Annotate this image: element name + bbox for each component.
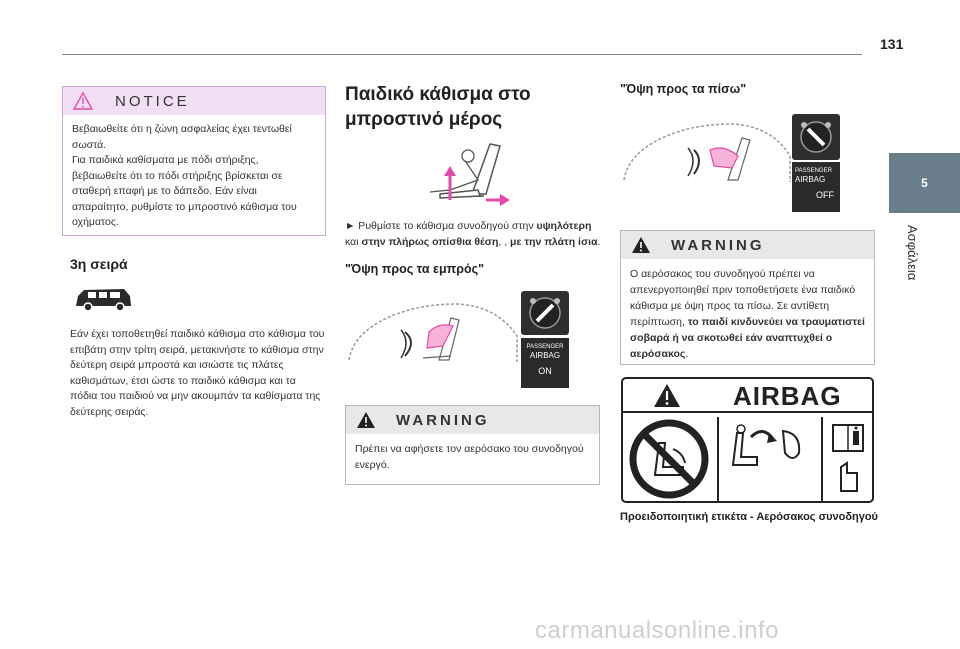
notice-box xyxy=(62,86,326,236)
warning-title: WARNING xyxy=(396,411,490,429)
notice-header xyxy=(63,87,325,115)
off-label-state: OFF xyxy=(816,190,834,200)
on-label-state: ON xyxy=(538,366,552,376)
airbag-deployment-icon xyxy=(727,423,811,469)
airbag-key-switch-icon xyxy=(527,295,563,331)
passenger-airbag-off-label xyxy=(792,162,840,212)
no-rear-facing-seat-icon xyxy=(629,419,709,499)
watermark: carmanualsonline.info xyxy=(535,617,779,644)
car-forward-facing-illustration xyxy=(347,296,519,366)
warning-text-2: Ο αερόσακος του συνοδηγού πρέπει να απενεργοποιηθεί πριν τοποθετήσετε ένα παιδικό κάθισμα με όψη προς τα πίσω. Σε αντίθετη περίπτωση, το παιδί κινδυνεύει να τραυματιστεί σοβαρά ή να σκοτωθεί εάν αναπτυχθεί ο αερόσακος. xyxy=(630,268,865,360)
on-label-line2: AIRBAG xyxy=(529,351,561,360)
chapter-tab[interactable]: 5 xyxy=(889,153,960,213)
airbag-warning-label xyxy=(621,377,874,503)
rear-facing-heading: "Όψη προς τα πίσω" xyxy=(620,82,747,96)
airbag-switch-on xyxy=(521,291,569,335)
warning-header xyxy=(346,406,599,434)
third-row-heading: 3η σειρά xyxy=(70,256,128,272)
passenger-airbag-on-label xyxy=(521,338,569,388)
off-label-line2: AIRBAG xyxy=(795,175,826,184)
chapter-label: Ασφάλεια xyxy=(905,225,920,281)
airbag-label-title: AIRBAG xyxy=(733,381,842,411)
warning-triangle-icon xyxy=(356,411,376,429)
warning-box-airbag-off xyxy=(620,230,875,365)
warning-box-airbag-active xyxy=(345,405,600,485)
airbag-key-switch-off-icon xyxy=(798,119,834,155)
seat-adjust-icon xyxy=(420,138,510,204)
airbag-label-header xyxy=(623,379,872,413)
warning-triangle-icon xyxy=(653,383,681,408)
airbag-label-caption: Προειδοποιητική ετικέτα - Αερόσακος συνοδηγού xyxy=(620,511,878,523)
notice-text: Βεβαιωθείτε ότι η ζώνη ασφαλείας έχει τεντωθεί σωστά. Για παιδικά καθίσματα με πόδι στήριξης, βεβαιωθείτε ότι το πόδι στήριξης βρίσκεται σε σταθερή επαφή με το δάπεδο. Εάν είναι απαραίτητο, ρυθμίστε το μπροστινό κάθισμα του οχήματος. xyxy=(72,123,297,228)
label-divider-2 xyxy=(821,417,823,501)
car-seven-seat-icon xyxy=(74,286,134,312)
front-seat-instruction: ► Ρυθμίστε το κάθισμα συνοδηγού στην υψηλότερη και στην πλήρως οπίσθια θέση, , με την πλάτη ίσια. xyxy=(345,220,601,248)
third-row-text: Εάν έχει τοποθετηθεί παιδικό κάθισμα στο κάθισμα του επιβάτη στην τρίτη σειρά, μετακινήστε το κάθισμα στην δεύτερη σειρά μπροστά και ισιώστε τις πλάτες καθισμάτων, έτσι ώστε το παιδικό κάθισμα και τα πόδια του παιδιού να μην ακουμπάν τα καθίσματα της δεύτερης σειράς. xyxy=(70,328,325,418)
header-divider xyxy=(62,54,862,55)
warning-header-2 xyxy=(621,231,874,259)
page-number: 131 xyxy=(880,36,904,52)
off-label-line1: PASSENGER xyxy=(795,168,832,174)
warning-triangle-icon xyxy=(631,236,651,254)
warning-title-2: WARNING xyxy=(671,236,765,254)
forward-facing-heading: "Όψη προς τα εμπρός" xyxy=(345,262,485,276)
car-rear-facing-illustration xyxy=(622,116,792,186)
on-label-line1: PASSENGER xyxy=(526,344,564,350)
notice-title: NOTICE xyxy=(115,92,190,110)
read-manual-icon xyxy=(831,423,867,497)
caution-triangle-icon xyxy=(73,92,93,110)
airbag-switch-off xyxy=(792,114,840,160)
label-divider xyxy=(717,417,719,501)
front-seat-title: Παιδικό κάθισμα στο μπροστινό μέρος xyxy=(345,84,531,130)
warning-text: Πρέπει να αφήσετε τον αερόσακο του συνοδηγού ενεργό. xyxy=(355,443,584,471)
